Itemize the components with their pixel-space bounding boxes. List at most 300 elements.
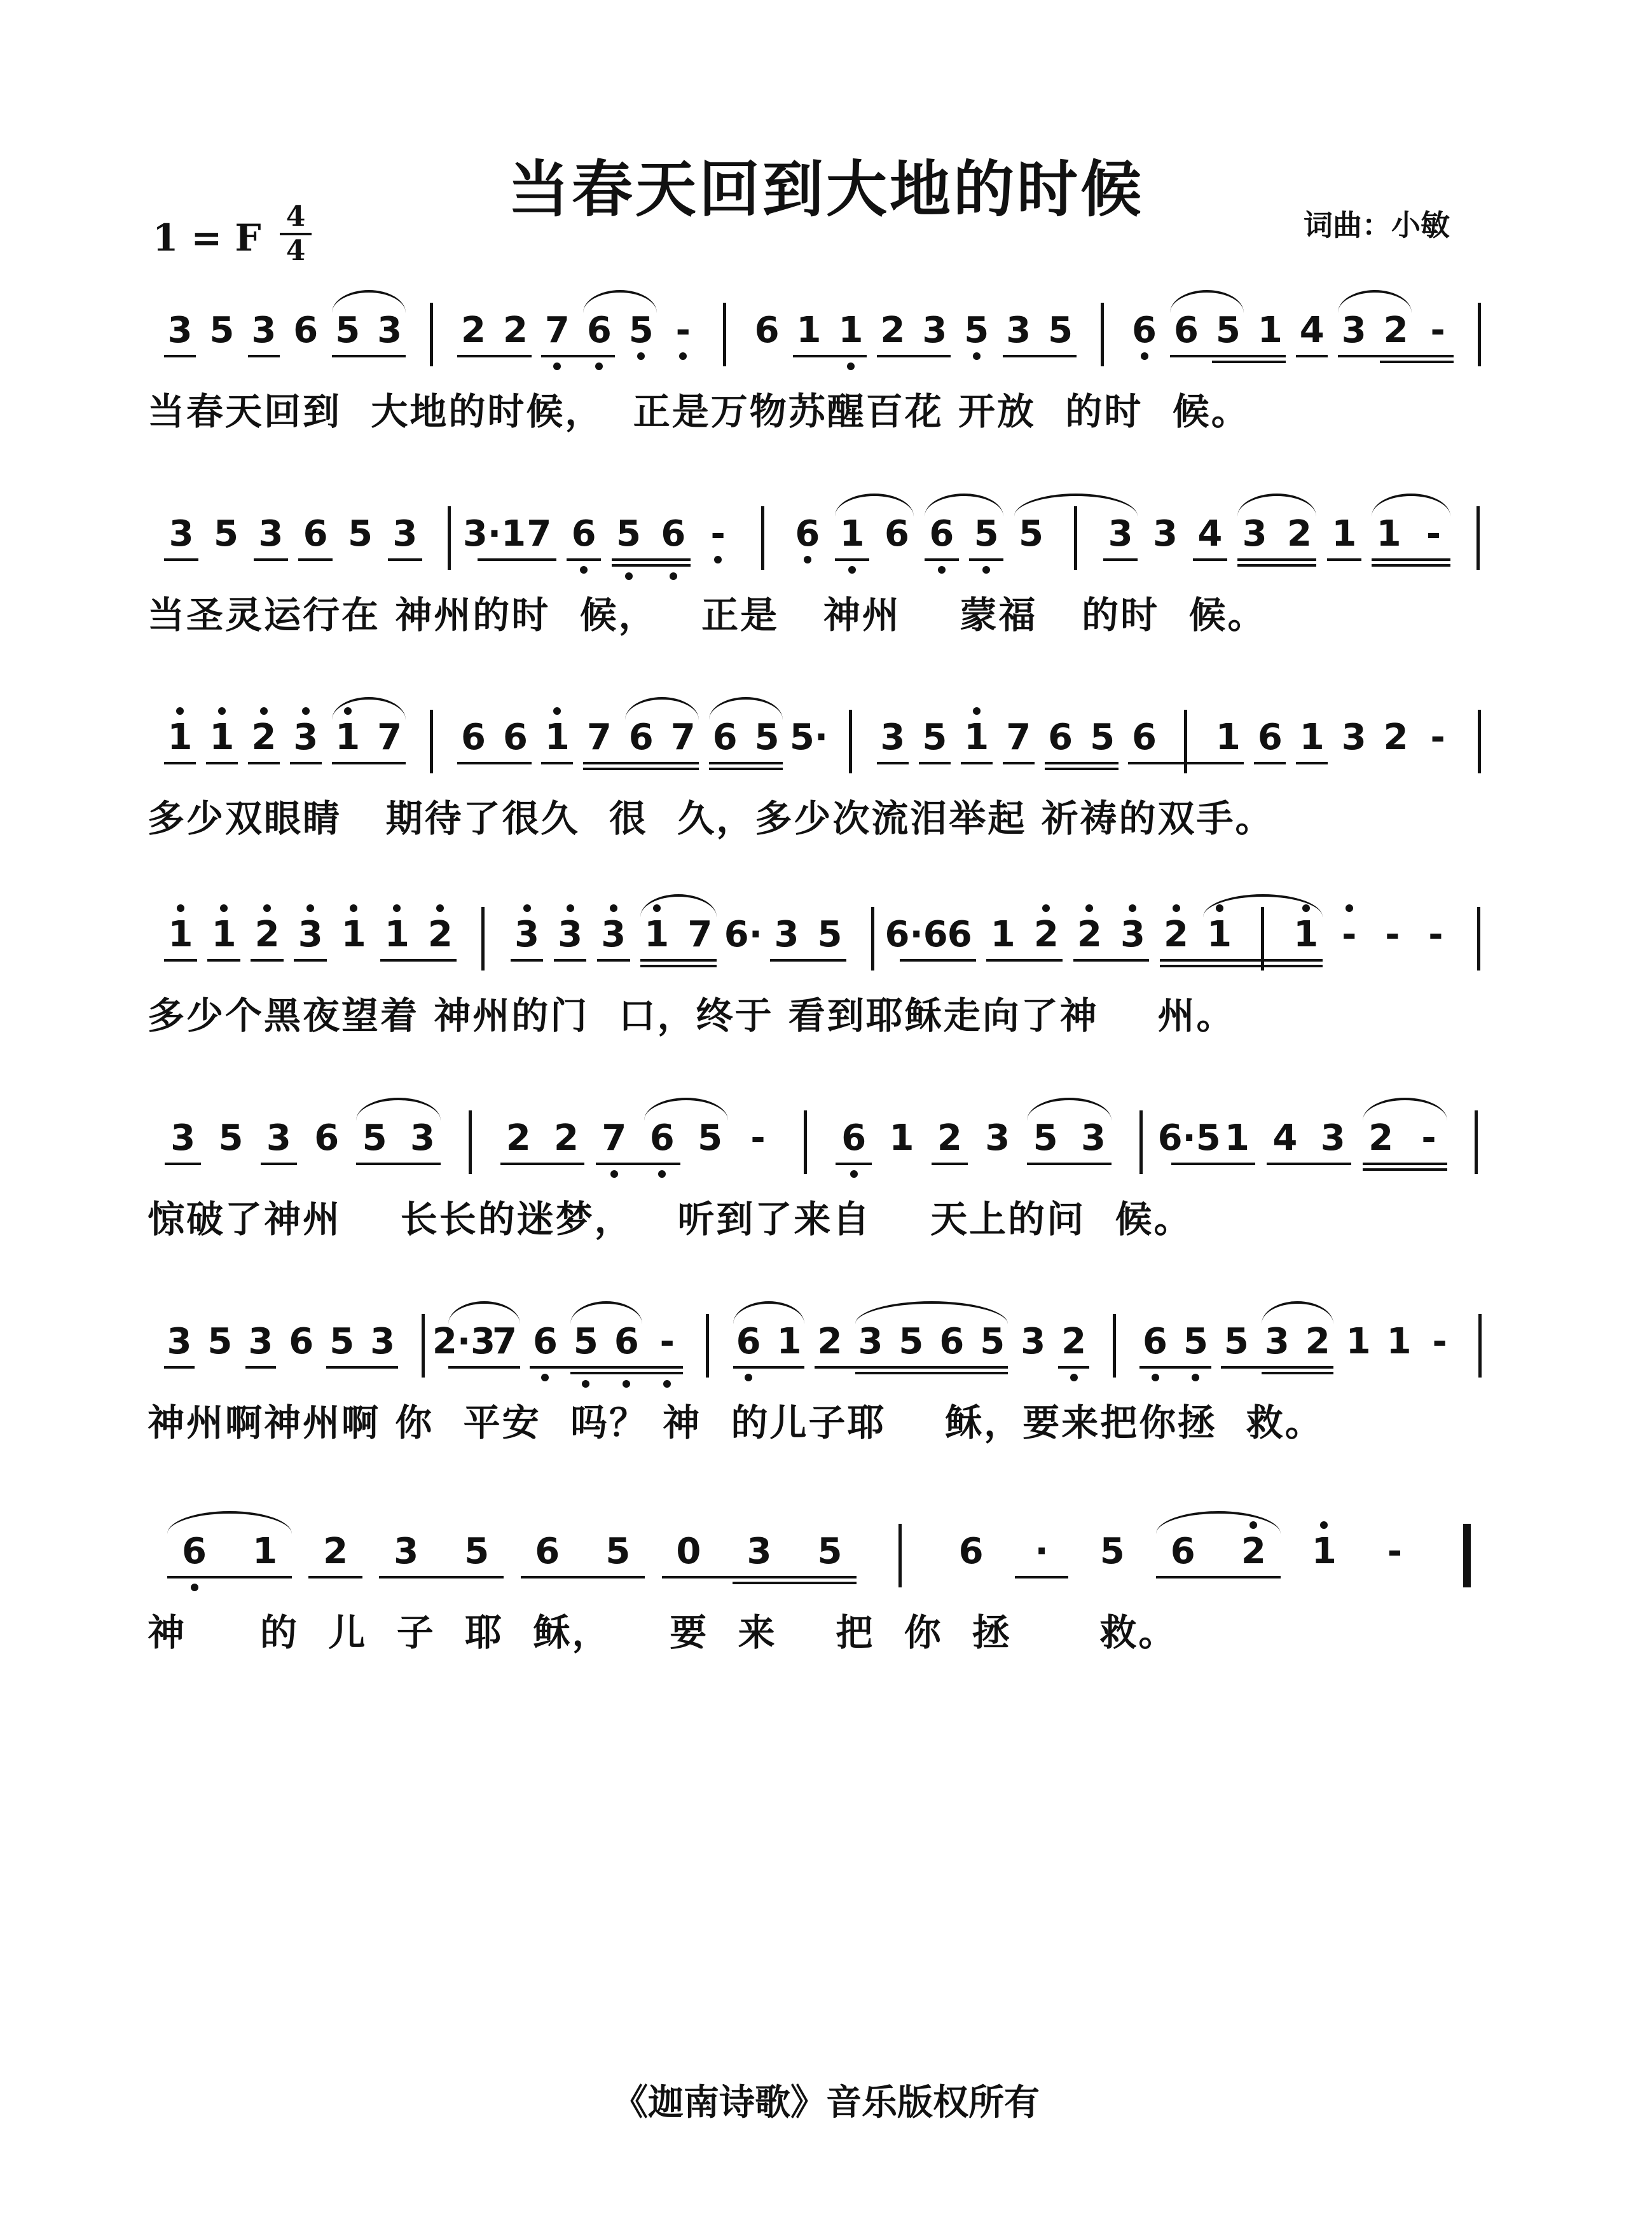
- note: 7: [687, 914, 713, 955]
- note: 5: [1019, 513, 1043, 555]
- slur-arc: [356, 1098, 441, 1121]
- note: 3: [747, 1531, 772, 1572]
- eighth-underline: [583, 762, 699, 764]
- eighth-underline: [1296, 762, 1328, 764]
- note: 2: [1368, 1117, 1394, 1159]
- note: 3: [298, 914, 323, 955]
- note: 3: [558, 914, 583, 955]
- note: 2: [1033, 914, 1059, 955]
- octave-dot-above: [260, 707, 268, 715]
- note: 1: [1257, 310, 1283, 351]
- sixteenth-underline: [1160, 965, 1323, 967]
- barline: [422, 1314, 425, 1378]
- eighth-underline: [570, 1366, 682, 1369]
- note: 5: [1099, 1531, 1125, 1572]
- note: 5: [1033, 1117, 1058, 1159]
- octave-dot-below: [1070, 1374, 1078, 1381]
- slur-arc: [644, 1098, 729, 1121]
- octave-dot-above: [220, 904, 228, 912]
- note: 1: [209, 717, 235, 758]
- eighth-underline: [1372, 558, 1450, 561]
- lyrics-line: 多少双眼睛 期待了很久 很 久，多少次流泪举起 祈祷的双手。: [148, 797, 1274, 840]
- composer-credit: 词曲：小敏: [1304, 208, 1450, 242]
- octave-dot-below: [973, 352, 981, 360]
- notation-line: [0, 1520, 1652, 1596]
- note: 6: [712, 717, 738, 758]
- sixteenth-underline: [640, 965, 717, 967]
- note: 3: [1341, 310, 1366, 351]
- slur-arc: [583, 290, 657, 313]
- octave-dot-above: [1320, 1521, 1328, 1529]
- note: 4: [1197, 513, 1223, 555]
- eighth-underline: [1128, 762, 1244, 764]
- note: 3: [394, 1531, 419, 1572]
- note: 6: [947, 914, 972, 955]
- lyrics-line: 神 的 儿 子 耶 稣， 要 来 把 你 拯 救。: [148, 1611, 1178, 1654]
- eighth-underline: [298, 558, 332, 561]
- note: 3: [514, 914, 540, 955]
- octave-dot-above: [523, 904, 531, 912]
- eighth-underline: [332, 355, 406, 357]
- note: 3: [370, 1321, 396, 1362]
- barline: [1478, 303, 1481, 366]
- eighth-underline: [1171, 1163, 1256, 1165]
- barline: [1478, 710, 1481, 773]
- note: ·: [1035, 1531, 1049, 1572]
- sustain-dash: -: [1385, 914, 1400, 955]
- slur-arc: [1262, 1301, 1333, 1324]
- note: 5: [980, 1321, 1005, 1362]
- note: 5: [898, 1321, 924, 1362]
- eighth-underline: [567, 558, 600, 561]
- eighth-underline: [919, 762, 951, 764]
- eighth-underline: [1160, 959, 1323, 962]
- eighth-underline: [835, 558, 869, 561]
- eighth-underline: [1237, 558, 1316, 561]
- note: 2: [1061, 1321, 1087, 1362]
- octave-dot-above: [218, 707, 226, 715]
- score-system-5: [0, 1107, 1652, 1297]
- note: 1: [1215, 717, 1241, 758]
- eighth-underline: [986, 959, 1063, 962]
- eighth-underline: [1296, 355, 1328, 357]
- note: 6: [461, 717, 486, 758]
- eighth-underline: [1003, 762, 1035, 764]
- sustain-dash: -: [1430, 310, 1445, 351]
- slur-arc: [1372, 494, 1450, 516]
- barline: [849, 710, 852, 773]
- note: 1: [1225, 1117, 1250, 1159]
- barline: [1476, 506, 1480, 570]
- barline: [761, 506, 764, 570]
- sustain-dash: -: [750, 1117, 766, 1159]
- octave-dot-above: [653, 904, 661, 912]
- eighth-underline: [1045, 762, 1119, 764]
- note: 2: [323, 1531, 348, 1572]
- eighth-underline: [596, 1163, 680, 1165]
- eighth-underline: [1363, 1163, 1447, 1165]
- notation-line: [0, 903, 1652, 979]
- eighth-underline: [388, 558, 422, 561]
- note: 5: [218, 1117, 244, 1159]
- slur-arc: [625, 697, 699, 720]
- eighth-underline: [478, 558, 556, 561]
- note: 1: [776, 1321, 802, 1362]
- barline: [723, 303, 726, 366]
- eighth-underline: [248, 762, 280, 764]
- octave-dot-below: [1141, 352, 1148, 360]
- barline: [469, 1110, 472, 1174]
- slur-arc: [1014, 494, 1138, 516]
- eighth-underline: [1015, 1576, 1068, 1578]
- eighth-underline: [1170, 355, 1286, 357]
- octave-dot-above: [350, 904, 357, 912]
- note: 5: [335, 310, 361, 351]
- note: 2: [251, 717, 277, 758]
- note: 2: [554, 1117, 579, 1159]
- lyrics-line: 多少个黑夜望着 神州的门 口，终于 看到耶稣走向了神 州。: [148, 994, 1236, 1037]
- barline: [1477, 907, 1480, 970]
- note: 3: [167, 310, 193, 351]
- note: 2: [461, 310, 486, 351]
- note: 1: [838, 310, 864, 351]
- slur-arc: [332, 697, 406, 720]
- score-system-1: [0, 299, 1652, 490]
- note: 5: [1183, 1321, 1208, 1362]
- note: 6: [1048, 717, 1073, 758]
- octave-dot-below: [1152, 1374, 1159, 1381]
- sustain-dash: -: [1428, 914, 1443, 955]
- note: 6: [314, 1117, 340, 1159]
- eighth-underline: [640, 959, 717, 962]
- note: 3: [377, 310, 403, 351]
- eighth-underline: [597, 959, 630, 962]
- note: 6: [182, 1531, 207, 1572]
- eighth-underline: [308, 1576, 362, 1578]
- slur-arc: [332, 290, 406, 313]
- note: 6: [958, 1531, 984, 1572]
- note: 7: [670, 717, 696, 758]
- score-system-6: [0, 1310, 1652, 1501]
- note: 5: [1215, 310, 1241, 351]
- slur-arc: [1338, 290, 1412, 313]
- slur-arc: [835, 494, 914, 516]
- barline: [1113, 1314, 1116, 1378]
- note: 1: [1332, 513, 1357, 555]
- note: 2: [817, 1321, 843, 1362]
- note: 4: [1299, 310, 1325, 351]
- eighth-underline: [877, 762, 909, 764]
- note: 5: [214, 513, 238, 555]
- barline: [871, 907, 874, 970]
- octave-dot-above: [1346, 904, 1353, 912]
- octave-dot-below: [191, 1584, 198, 1591]
- note: 5: [207, 1321, 233, 1362]
- note: 1: [252, 1531, 278, 1572]
- note: 5: [362, 1117, 387, 1159]
- note: 2: [1077, 914, 1102, 955]
- barline: [706, 1314, 709, 1378]
- note: 5: [329, 1321, 355, 1362]
- eighth-underline: [541, 762, 573, 764]
- note: 7: [586, 717, 612, 758]
- eighth-underline: [733, 1366, 805, 1369]
- octave-dot-below: [714, 556, 722, 563]
- note: 3: [1264, 1321, 1290, 1362]
- barline: [804, 1110, 807, 1174]
- note: 1: [1311, 1531, 1337, 1572]
- note: 2: [427, 914, 453, 955]
- octave-dot-below: [1192, 1374, 1199, 1381]
- eighth-underline: [207, 959, 240, 962]
- lyrics-line: 当春天回到 大地的时候， 正是万物苏醒百花 开放 的时 候。: [148, 390, 1250, 433]
- eighth-underline: [900, 959, 976, 962]
- octave-dot-above: [1216, 904, 1223, 912]
- note: 5: [698, 1117, 723, 1159]
- note: 3: [258, 513, 284, 555]
- eighth-underline: [261, 1163, 297, 1165]
- octave-dot-below: [982, 566, 990, 574]
- note: 2: [1241, 1531, 1266, 1572]
- slur-arc: [1237, 494, 1316, 516]
- sustain-dash: -: [1426, 513, 1442, 555]
- song-title: 当春天回到大地的时候: [508, 154, 1144, 225]
- sixteenth-underline: [1262, 1372, 1333, 1374]
- sixteenth-underline: [570, 1372, 682, 1374]
- octave-dot-below: [595, 363, 603, 370]
- eighth-underline: [248, 355, 280, 357]
- note: 7: [527, 513, 552, 555]
- slur-arc: [167, 1511, 291, 1534]
- octave-dot-below: [625, 572, 633, 580]
- octave-dot-above: [1173, 904, 1180, 912]
- eighth-underline: [206, 762, 238, 764]
- eighth-underline: [380, 959, 457, 962]
- note: 6: [293, 310, 319, 351]
- note: 1: [384, 914, 410, 955]
- note: 6: [1257, 717, 1283, 758]
- note: 5: [209, 310, 235, 351]
- octave-dot-below: [541, 1374, 549, 1381]
- slur-arc: [1363, 1098, 1447, 1121]
- eighth-underline: [164, 959, 197, 962]
- eighth-underline: [662, 1576, 857, 1578]
- note: 6: [1132, 717, 1157, 758]
- notation-line: [0, 299, 1652, 375]
- octave-dot-below: [847, 363, 855, 370]
- lyrics-line: 当圣灵运行在 神州的时 候， 正是 神州 蒙福 的时 候。: [148, 593, 1267, 637]
- eighth-underline: [1267, 1163, 1351, 1165]
- time-signature: [280, 202, 312, 266]
- slur-arc: [925, 494, 1003, 516]
- note: 6: [571, 513, 596, 555]
- note: 3: [1108, 513, 1133, 555]
- copyright-footer: 《迦南诗歌》音乐版权所有: [612, 2082, 1040, 2124]
- octave-dot-above: [302, 707, 310, 715]
- barline: [430, 303, 433, 366]
- note: 6: [929, 513, 954, 555]
- eighth-underline: [511, 959, 544, 962]
- note: 1: [796, 310, 822, 351]
- note: 3: [1242, 513, 1267, 555]
- slur-arc: [1170, 290, 1244, 313]
- note: 1: [168, 914, 193, 955]
- note: 1: [211, 914, 237, 955]
- barline: [481, 907, 485, 970]
- octave-dot-above: [610, 904, 617, 912]
- note: 7: [377, 717, 403, 758]
- note: 1: [964, 717, 989, 758]
- note: 1: [335, 717, 361, 758]
- eighth-underline: [1327, 558, 1361, 561]
- note: 3: [410, 1117, 435, 1159]
- eighth-underline: [1058, 1366, 1089, 1369]
- notation-line: [0, 1107, 1652, 1183]
- eighth-underline: [554, 959, 587, 962]
- score-system-7: [0, 1520, 1652, 1711]
- note: 5: [573, 1321, 598, 1362]
- note: 5: [1048, 310, 1073, 351]
- note: 5: [817, 1531, 843, 1572]
- eighth-underline: [254, 558, 287, 561]
- note: 3: [1153, 513, 1178, 555]
- note: 1: [644, 914, 670, 955]
- octave-dot-below: [637, 352, 645, 360]
- eighth-underline: [1073, 959, 1150, 962]
- note: 6: [289, 1321, 314, 1362]
- sustain-dash: -: [1430, 717, 1445, 758]
- note: 3: [774, 914, 799, 955]
- barline: [1478, 1314, 1482, 1378]
- lyrics-line: 神州啊神州啊 你 平安 吗？ 神 的儿子耶 稣，要来把你拯 救。: [148, 1401, 1324, 1444]
- note: 6: [502, 717, 528, 758]
- note: 2: [880, 310, 905, 351]
- notation-line: [0, 706, 1652, 782]
- eighth-underline: [836, 1163, 872, 1165]
- eighth-underline: [932, 1163, 968, 1165]
- barline: [448, 506, 451, 570]
- note: 3: [1006, 310, 1031, 351]
- octave-dot-above: [553, 707, 561, 715]
- score-system-4: [0, 903, 1652, 1094]
- note: 6: [649, 1117, 675, 1159]
- barline: [898, 1524, 902, 1587]
- octave-dot-below: [623, 1380, 630, 1388]
- eighth-underline: [326, 1366, 398, 1369]
- note: 2: [1305, 1321, 1330, 1362]
- eighth-underline: [379, 1576, 503, 1578]
- note: 6: [795, 513, 820, 555]
- octave-dot-below: [658, 1170, 666, 1178]
- note: 5: [1090, 717, 1115, 758]
- note: 5: [964, 310, 989, 351]
- eighth-underline: [164, 355, 196, 357]
- sustain-dash: -: [659, 1321, 675, 1362]
- barline: [1475, 1110, 1478, 1174]
- eighth-underline: [1193, 558, 1227, 561]
- eighth-underline: [457, 762, 531, 764]
- eighth-underline: [1103, 558, 1137, 561]
- eighth-underline: [500, 1163, 585, 1165]
- octave-dot-below: [938, 566, 946, 574]
- octave-dot-above: [263, 904, 271, 912]
- eighth-underline: [294, 959, 327, 962]
- note: 6: [1143, 1321, 1167, 1362]
- eighth-underline: [1254, 762, 1286, 764]
- sixteenth-underline: [1045, 768, 1119, 770]
- octave-dot-above: [393, 904, 401, 912]
- barline: [1139, 1110, 1143, 1174]
- sixteenth-underline: [1237, 564, 1316, 567]
- note: 3: [266, 1117, 291, 1159]
- eighth-underline: [1003, 355, 1077, 357]
- time-signature-top: 4: [286, 200, 306, 233]
- note: 5: [1223, 1321, 1249, 1362]
- note: 1: [1293, 914, 1319, 955]
- sustain-dash: -: [1432, 1321, 1447, 1362]
- note: 3: [880, 717, 905, 758]
- note: 1: [1207, 914, 1232, 955]
- octave-dot-below: [580, 566, 588, 574]
- note: 6: [736, 1321, 761, 1362]
- eighth-underline: [332, 762, 406, 764]
- note: 3: [985, 1117, 1010, 1159]
- note: 5: [922, 717, 947, 758]
- note: 5: [628, 310, 654, 351]
- note: 6: [885, 513, 909, 555]
- note: 3: [248, 1321, 273, 1362]
- note: 3·1: [462, 513, 527, 555]
- note: 4: [1272, 1117, 1298, 1159]
- eighth-underline: [251, 959, 284, 962]
- note: 1: [1299, 717, 1325, 758]
- note: 3: [601, 914, 626, 955]
- note: 6: [661, 513, 686, 555]
- sustain-dash: -: [675, 310, 691, 351]
- final-barline: [1463, 1524, 1471, 1587]
- note: 6: [841, 1117, 867, 1159]
- slur-arc: [640, 894, 717, 917]
- octave-dot-above: [1249, 1521, 1257, 1529]
- note: 5: [974, 513, 999, 555]
- note: 5·: [789, 717, 829, 758]
- score-system-2: [0, 502, 1652, 693]
- note: 3: [1021, 1321, 1046, 1362]
- note: 6: [628, 717, 654, 758]
- eighth-underline: [709, 762, 783, 764]
- note: 5: [348, 513, 373, 555]
- note: 3: [1120, 914, 1145, 955]
- octave-dot-below: [679, 352, 687, 360]
- note: 3: [1341, 717, 1366, 758]
- note: 1: [341, 914, 366, 955]
- octave-dot-above: [306, 904, 314, 912]
- eighth-underline: [290, 762, 322, 764]
- slur-arc: [1156, 1511, 1280, 1534]
- note: 2: [502, 310, 528, 351]
- barline: [430, 710, 433, 773]
- eighth-underline: [541, 355, 615, 357]
- note: 5: [616, 513, 641, 555]
- eighth-underline: [164, 1366, 195, 1369]
- eighth-underline: [457, 355, 531, 357]
- sustain-dash: -: [1387, 1531, 1403, 1572]
- octave-dot-below: [582, 1380, 589, 1388]
- slur-arc: [1027, 1098, 1112, 1121]
- note: 6: [535, 1531, 560, 1572]
- note: 2: [1383, 717, 1408, 758]
- eighth-underline: [245, 1366, 277, 1369]
